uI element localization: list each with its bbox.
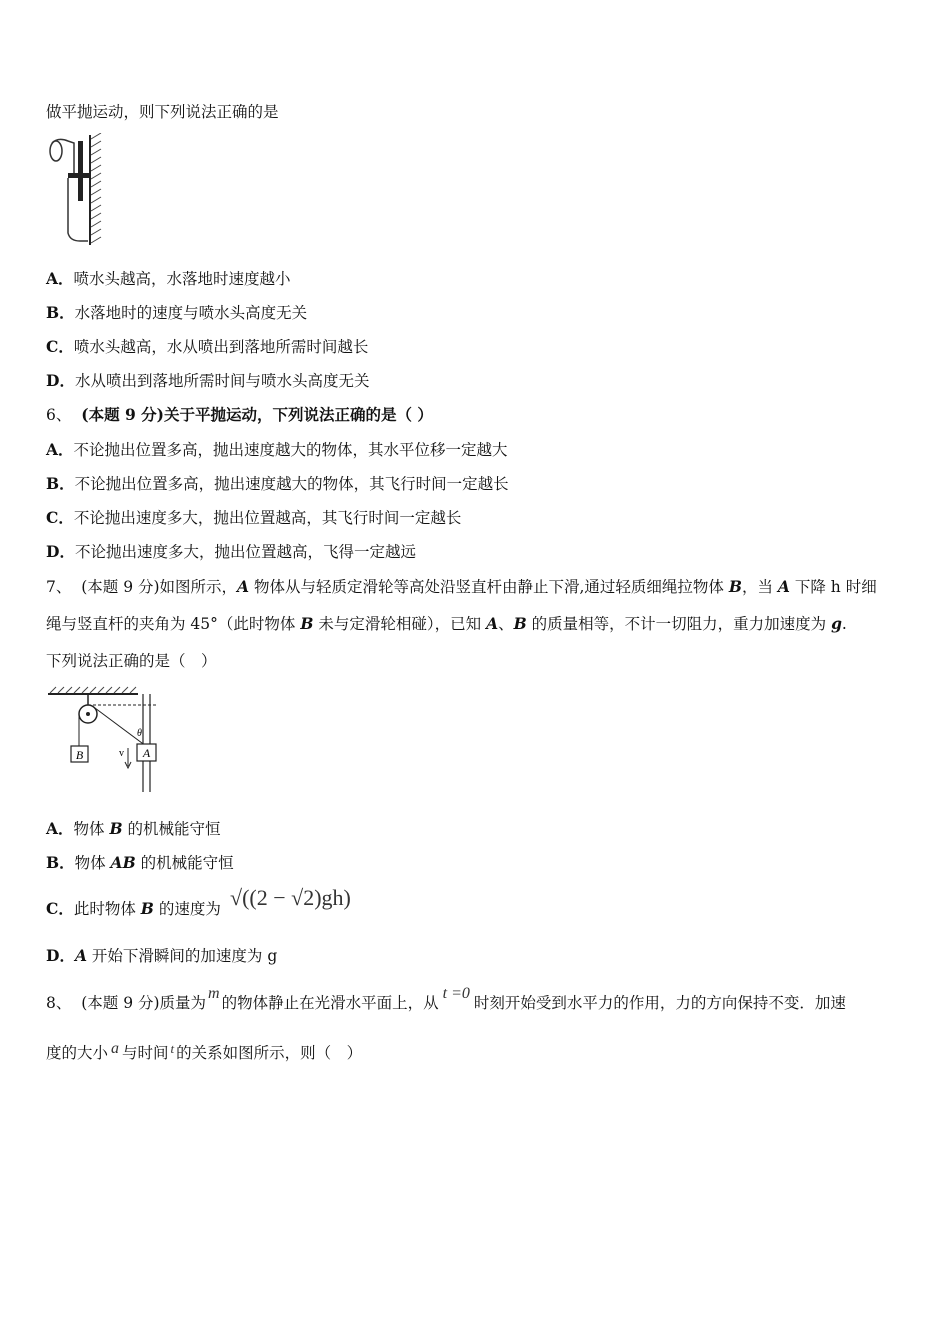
block-b-label: B [75, 748, 84, 762]
velocity-label: v [119, 748, 124, 759]
q6-option-d: D．不论抛出速度多大，抛出位置越高，飞得一定越远 [46, 542, 416, 561]
wall-hatching [91, 133, 101, 243]
q7-option-c-formula: √((2 − √2)gh) [230, 885, 351, 910]
q6-stem: 6、 (本题 9 分)关于平抛运动，下列说法正确的是（ ） [46, 405, 433, 424]
q5-option-b: B．水落地时的速度与喷水头高度无关 [46, 303, 308, 322]
q5-option-a: A．喷水头越高，水落地时速度越小 [46, 269, 291, 288]
q7-option-a: A．物体 B 的机械能守恒 [46, 819, 221, 838]
pulley-axle [86, 712, 90, 716]
shower-head-icon [50, 141, 62, 161]
q6-option-b: B．不论抛出位置多高，抛出速度越大的物体，其飞行时间一定越长 [46, 474, 509, 493]
q5-option-c: C．喷水头越高，水从喷出到落地所需时间越长 [46, 337, 369, 356]
rope-to-a [95, 708, 146, 746]
q8-stem-line2: 度的大小 a 与时间 $^t$ 的关系如图所示，则（ ） [46, 1040, 363, 1062]
q7-stem-line1: 7、 (本题 9 分)如图所示，A 物体从与轻质定滑轮等高处沿竖直杆由静止下滑,通过轻质细绳拉物体 B，当 A 下降 h 时细 [46, 577, 877, 596]
q8-stem-line1: 8、 (本题 9 分)质量为m的物体静止在光滑水平面上，从t =0时刻开始受到水平力的作用，力的方向保持不变．加速 [46, 985, 846, 1012]
q7-option-c: C．此时物体 B 的速度为 [46, 899, 221, 918]
ceiling-hatching [50, 687, 136, 693]
shower-figure [48, 133, 108, 248]
q5-option-d: D．水从喷出到落地所需时间与喷水头高度无关 [46, 371, 370, 390]
shower-holder [68, 173, 90, 178]
q7-stem-line2: 绳与竖直杆的夹角为 45°（此时物体 B 未与定滑轮相碰），已知 A、B 的质量相等，不计一切阻力，重力加速度为 g. [46, 614, 847, 633]
block-a-label: A [142, 746, 151, 760]
shower-rail [78, 141, 83, 201]
pulley-figure [46, 686, 176, 794]
q5-stem-tail: 做平抛运动，则下列说法正确的是 [46, 103, 279, 121]
q7-option-d: D．A 开始下滑瞬间的加速度为 g [46, 946, 278, 965]
theta-label: θ [137, 728, 142, 739]
q6-option-c: C．不论抛出速度多大，抛出位置越高，其飞行时间一定越长 [46, 508, 462, 527]
q7-option-b: B．物体 AB 的机械能守恒 [46, 853, 234, 872]
q6-option-a: A．不论抛出位置多高，抛出速度越大的物体，其水平位移一定越大 [46, 440, 508, 459]
q7-stem-line3: 下列说法正确的是（ ） [46, 652, 217, 670]
